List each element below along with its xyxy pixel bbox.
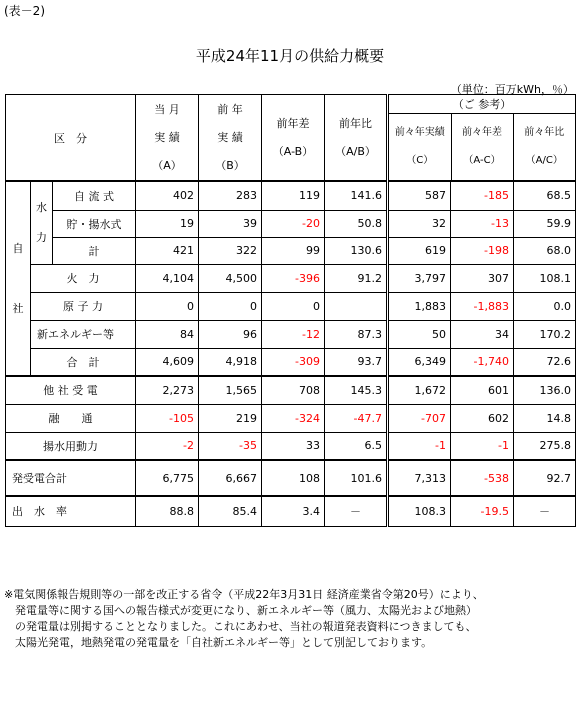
cell-two-years-ago: 108.3	[388, 496, 451, 526]
cell-two-year-diff: 307	[451, 264, 514, 292]
cell-prev-year: 39	[199, 210, 262, 237]
cell-current: 4,104	[136, 264, 199, 292]
cell-two-year-diff: 34	[451, 320, 514, 348]
table-row	[6, 348, 576, 376]
cell-yoy-ratio: 87.3	[325, 320, 388, 348]
cell-yoy-diff: -309	[262, 348, 325, 376]
cell-two-years-ago: 619	[388, 237, 451, 264]
cell-two-years-ago: -707	[388, 404, 451, 432]
row-label: 融 通	[6, 404, 136, 432]
cell-yoy-ratio	[325, 292, 388, 320]
cell-two-year-diff: -198	[451, 237, 514, 264]
table-row	[6, 210, 576, 237]
cell-two-year-diff: -538	[451, 460, 514, 496]
cell-yoy-diff: 119	[262, 181, 325, 210]
cell-yoy-ratio: 145.3	[325, 376, 388, 404]
col-header-yoy-diff: 前年差 （A-B）	[262, 95, 325, 182]
cell-yoy-ratio: 91.2	[325, 264, 388, 292]
table-row	[6, 460, 576, 496]
table-row	[6, 376, 576, 404]
cell-two-year-ratio: 92.7	[514, 460, 576, 496]
row-header: 区 分	[6, 95, 136, 182]
cell-yoy-diff: 708	[262, 376, 325, 404]
table-row	[6, 237, 576, 264]
row-label: 合 計	[31, 348, 136, 376]
cell-two-year-diff: -185	[451, 181, 514, 210]
cell-two-years-ago: -1	[388, 432, 451, 460]
cell-current: 19	[136, 210, 199, 237]
row-label: 自 流 式	[53, 181, 136, 210]
cell-current: 88.8	[136, 496, 199, 526]
cell-two-year-ratio: 170.2	[514, 320, 576, 348]
cell-two-year-ratio: 0.0	[514, 292, 576, 320]
col-header-two-year-diff: 前々年差 （A-C）	[451, 113, 513, 180]
row-label: 発受電合計	[6, 460, 136, 496]
supply-table	[5, 94, 576, 527]
cell-current: 0	[136, 292, 199, 320]
cell-two-year-diff: -1,740	[451, 348, 514, 376]
row-label: 揚水用動力	[6, 432, 136, 460]
cell-prev-year: 4,918	[199, 348, 262, 376]
table-row	[6, 320, 576, 348]
cell-yoy-diff: -324	[262, 404, 325, 432]
col-header-yoy-ratio: 前年比 （A/B）	[325, 95, 388, 182]
table-caption: (表－2)	[4, 4, 45, 18]
cell-two-years-ago: 50	[388, 320, 451, 348]
group-label-water: 水 力	[31, 181, 53, 264]
cell-prev-year: 219	[199, 404, 262, 432]
cell-two-years-ago: 1,672	[388, 376, 451, 404]
cell-yoy-ratio: 130.6	[325, 237, 388, 264]
cell-two-year-ratio: 275.8	[514, 432, 576, 460]
page-title: 平成24年11月の供給力概要	[195, 47, 385, 65]
cell-yoy-ratio: 101.6	[325, 460, 388, 496]
table-row	[6, 181, 576, 210]
table-row	[6, 496, 576, 526]
cell-two-years-ago: 587	[388, 181, 451, 210]
cell-prev-year: -35	[199, 432, 262, 460]
cell-yoy-diff: 33	[262, 432, 325, 460]
cell-two-year-diff: 602	[451, 404, 514, 432]
footnote: ※電気関係報告規則等の一部を改正する省令（平成22年3月31日 経済産業省令第20号）により、 発電量等に関する国への報告様式が変更になり、新エネルギー等（風力、太陽光および地熱） の発電量は別掲することとなりました。これにあわせ、当社の報道発表資料につきましても、 太陽光発電，地熱発電の発電量を「自社新エネルギー等」として別記しております。	[4, 588, 484, 649]
cell-yoy-ratio: 141.6	[325, 181, 388, 210]
col-header-two-years-ago: 前々年実績 （C）	[394, 126, 445, 166]
table-row	[6, 404, 576, 432]
cell-prev-year: 6,667	[199, 460, 262, 496]
cell-yoy-diff: -20	[262, 210, 325, 237]
row-label: 火 力	[31, 264, 136, 292]
table-row	[6, 292, 576, 320]
col-header-prev-year: 前 年 実 績 （B）	[199, 95, 262, 182]
cell-prev-year: 283	[199, 181, 262, 210]
cell-two-years-ago: 7,313	[388, 460, 451, 496]
unit-label: （単位：百万kWh，％）	[450, 83, 574, 96]
cell-current: -105	[136, 404, 199, 432]
cell-two-year-ratio: 68.0	[514, 237, 576, 264]
cell-two-year-diff: -1	[451, 432, 514, 460]
cell-prev-year: 85.4	[199, 496, 262, 526]
col-header-two-year-ratio: 前々年比 （A/C）	[513, 113, 575, 180]
cell-two-years-ago: 32	[388, 210, 451, 237]
row-label: 他 社 受 電	[6, 376, 136, 404]
cell-two-year-diff: -13	[451, 210, 514, 237]
cell-two-year-ratio: 68.5	[514, 181, 576, 210]
cell-yoy-diff: -396	[262, 264, 325, 292]
cell-yoy-diff: 108	[262, 460, 325, 496]
cell-current: 2,273	[136, 376, 199, 404]
cell-two-year-ratio: 14.8	[514, 404, 576, 432]
cell-prev-year: 4,500	[199, 264, 262, 292]
cell-prev-year: 1,565	[199, 376, 262, 404]
row-label: 計	[53, 237, 136, 264]
cell-prev-year: 0	[199, 292, 262, 320]
cell-yoy-ratio: 93.7	[325, 348, 388, 376]
cell-yoy-ratio: 6.5	[325, 432, 388, 460]
reference-label: （ご 参考）	[389, 95, 575, 113]
table-row	[6, 432, 576, 460]
cell-two-year-ratio: 136.0	[514, 376, 576, 404]
cell-yoy-diff: -12	[262, 320, 325, 348]
row-label: 貯・揚水式	[53, 210, 136, 237]
cell-current: 402	[136, 181, 199, 210]
cell-current: 84	[136, 320, 199, 348]
reference-header	[388, 95, 576, 182]
cell-two-year-ratio: 59.9	[514, 210, 576, 237]
row-label: 出 水 率	[6, 496, 136, 526]
cell-two-years-ago: 3,797	[388, 264, 451, 292]
cell-current: 421	[136, 237, 199, 264]
row-label: 原 子 力	[31, 292, 136, 320]
cell-two-year-diff: 601	[451, 376, 514, 404]
col-header-current: 当 月 実 績 （A）	[136, 95, 199, 182]
cell-two-year-ratio: 108.1	[514, 264, 576, 292]
cell-prev-year: 322	[199, 237, 262, 264]
group-label-jisha: 自 社	[6, 181, 31, 376]
cell-two-year-diff: -19.5	[451, 496, 514, 526]
cell-yoy-ratio: 50.8	[325, 210, 388, 237]
cell-prev-year: 96	[199, 320, 262, 348]
row-label: 新エネルギー等	[31, 320, 136, 348]
cell-two-years-ago: 1,883	[388, 292, 451, 320]
cell-current: 6,775	[136, 460, 199, 496]
cell-current: 4,609	[136, 348, 199, 376]
cell-yoy-ratio: -47.7	[325, 404, 388, 432]
cell-yoy-ratio: －	[325, 496, 388, 526]
cell-two-year-diff: -1,883	[451, 292, 514, 320]
cell-yoy-diff: 99	[262, 237, 325, 264]
table-row	[6, 264, 576, 292]
cell-yoy-diff: 3.4	[262, 496, 325, 526]
cell-current: -2	[136, 432, 199, 460]
cell-two-year-ratio: 72.6	[514, 348, 576, 376]
cell-yoy-diff: 0	[262, 292, 325, 320]
cell-two-years-ago: 6,349	[388, 348, 451, 376]
cell-two-year-ratio: －	[514, 496, 576, 526]
